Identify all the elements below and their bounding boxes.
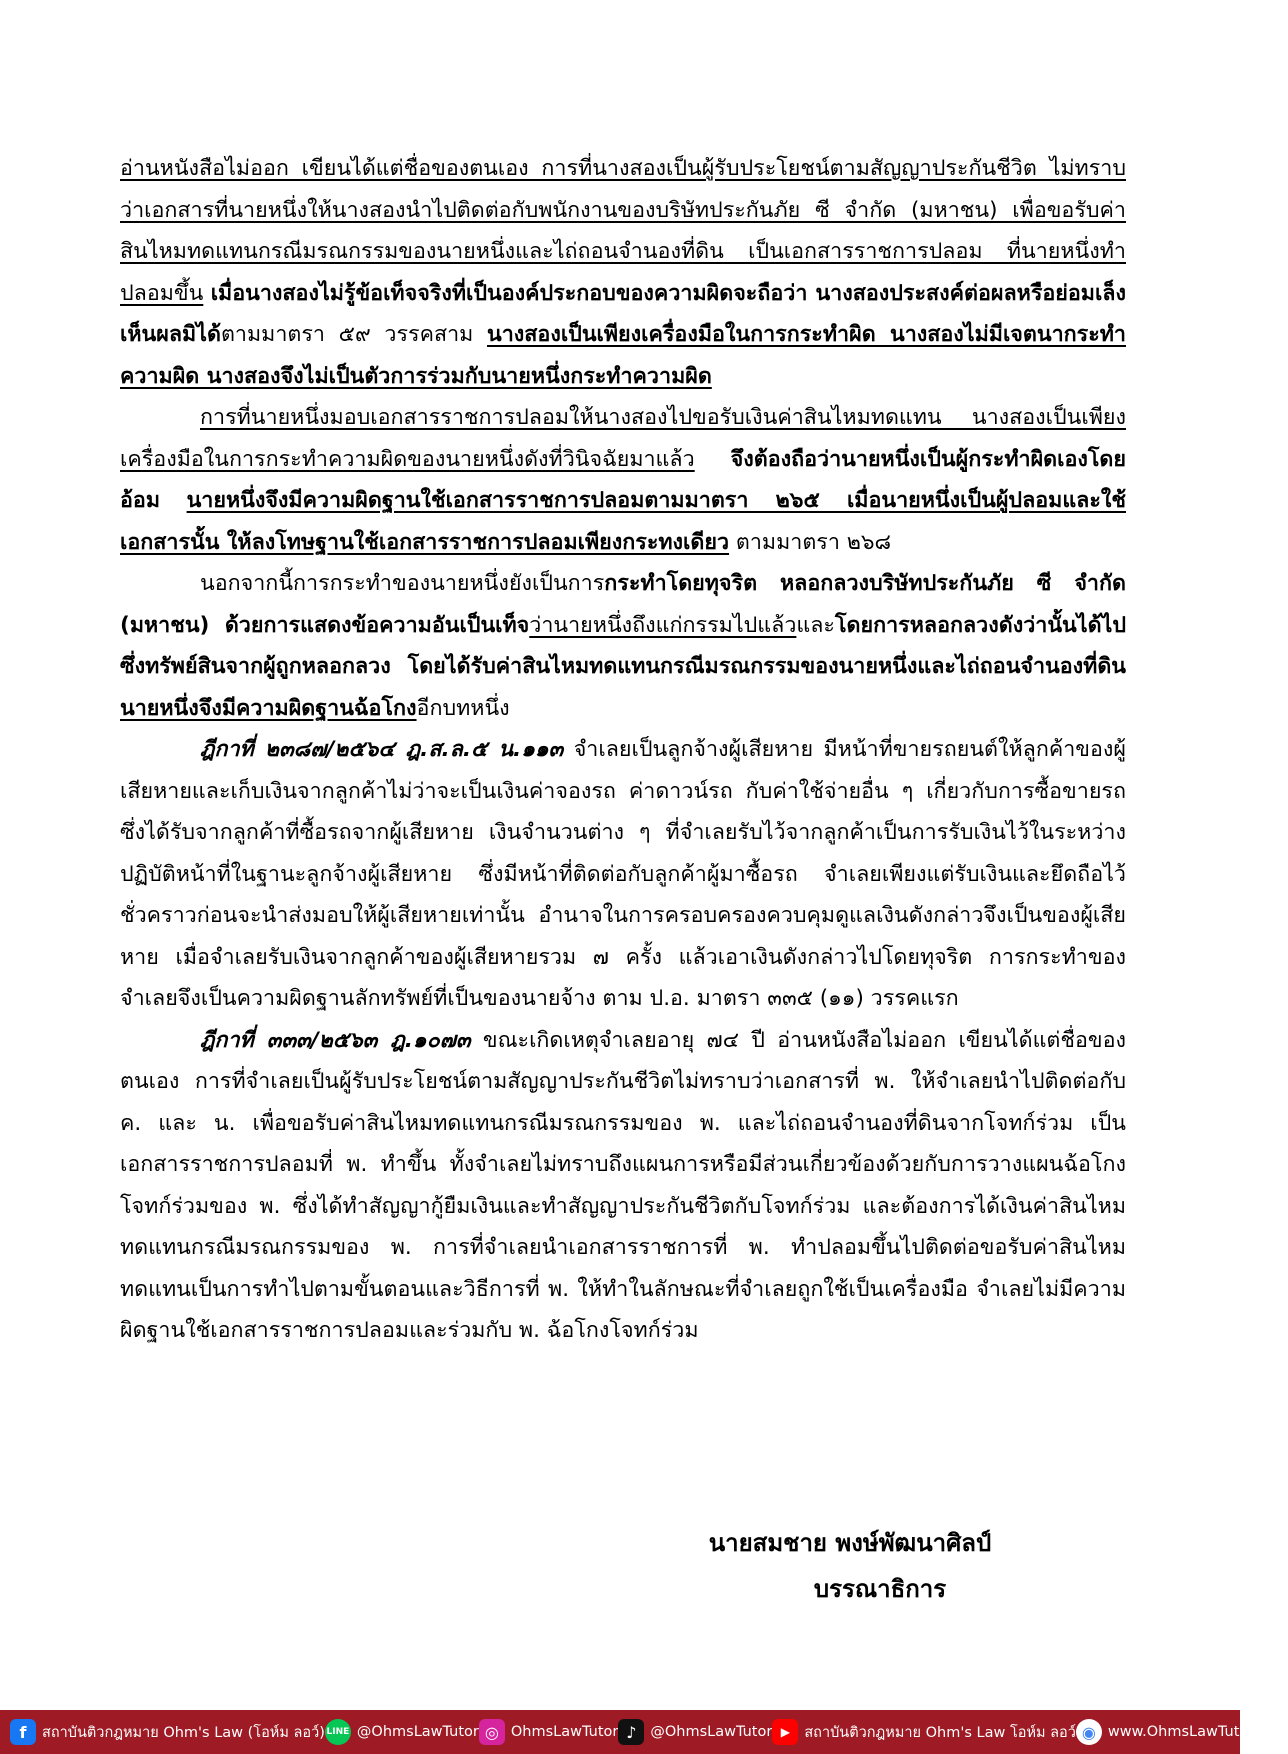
text-run: ตามมาตรา ๕๙ วรรคสาม — [220, 322, 488, 347]
paragraph-supreme-court-333-2563 — [120, 1020, 1126, 1352]
footer-link-instagram[interactable] — [479, 1719, 618, 1745]
text-run: จึงต้องถือว่านายหนึ่งเป็นผู้กระทำผิดเองโดยอ้อม — [120, 446, 1126, 513]
editor-name: นายสมชาย พงษ์พัฒนาศิลป์ — [708, 1529, 992, 1557]
footer-link-line[interactable] — [325, 1719, 479, 1745]
web-icon: ◉ — [1076, 1719, 1102, 1745]
footer-link-label: www.OhmsLawTutor.com — [1107, 1724, 1288, 1740]
text-run: อีกบทหนึ่ง — [416, 695, 510, 721]
text-run — [203, 281, 210, 306]
text-run — [695, 447, 731, 472]
text-run: ฎีกาที่ ๒๓๘๗/๒๕๖๔ ฎ.ส.ล.๕ น.๑๑๓ — [200, 737, 564, 762]
text-run — [160, 488, 187, 513]
instagram-icon: ◎ — [479, 1719, 505, 1745]
tiktok-icon: ♪ — [618, 1719, 644, 1745]
footer-link-label: @OhmsLawTutor — [356, 1724, 479, 1740]
text-run: นอกจากนี้การกระทำของนายหนึ่งยังเป็นการ — [200, 571, 605, 596]
text-run: กระทำโดยทุจริต หลอกลวงบริษัทประกันภัย ซี จำกัด (มหาชน) ด้วยการแสดงข้อความอันเป็นเท็จ — [120, 571, 1126, 638]
footer-link-label: @OhmsLawTutor — [650, 1724, 773, 1740]
text-run: นายหนึ่งจึงมีความผิดฐานฉ้อโกง — [120, 695, 417, 721]
text-run: ฎีกาที่ ๓๓๓/๒๕๖๓ ฎ.๑๐๗๓ — [200, 1027, 471, 1053]
paragraph-continuation — [120, 148, 1126, 397]
editor-title: บรรณาธิการ — [813, 1575, 947, 1603]
paragraph-indirect-perpetrator — [120, 397, 1126, 563]
line-icon: LINE — [325, 1719, 351, 1745]
text-run: ตามมาตรา ๒๖๘ — [729, 529, 892, 555]
text-run: อ่านหนังสือไม่ออก เขียนได้แต่ชื่อของตนเอง การที่นางสองเป็นผู้รับประโยชน์ตามสัญญาประกันชีวิต ไม่ทราบว่าเอกสารที่นายหนึ่งให้นางสองนำไปติดต่อกับพนักงานของบริษัทประกันภัย ซี จำกัด (มหาชน) เพื่อขอรับค่าสินไหมทดแทนกรณีมรณกรรมของนายหนึ่งและไถ่ถอนจำนองที่ดิน เป็นเอกสารราชการปลอม ที่นายหนึ่งทำปลอมขึ้น — [120, 156, 1126, 306]
social-footer — [0, 1710, 1288, 1754]
youtube-icon: ▶ — [772, 1719, 798, 1745]
text-run: และ — [796, 612, 835, 638]
footer-link-web[interactable] — [1076, 1719, 1288, 1745]
signature-block — [600, 1520, 1100, 1612]
text-run: นายหนึ่งจึงมีความผิดฐานใช้เอกสารราชการปลอมตามมาตรา ๒๖๕ เมื่อนายหนึ่งเป็นผู้ปลอมและใช้เอกสารนั้น ให้ลงโทษฐานใช้เอกสารราชการปลอมเพียงกระทงเดียว — [120, 488, 1126, 555]
text-run: เมื่อนางสองไม่รู้ข้อเท็จจริงที่เป็นองค์ประกอบของความผิดจะถือว่า นางสองประสงค์ต่อผลหรือย่อมเล็งเห็นผลมิได้ — [120, 280, 1126, 347]
facebook-icon: f — [10, 1719, 36, 1745]
footer-link-label: สถาบันติวกฎหมาย Ohm's Law (โอห์ม ลอว์) — [42, 1724, 325, 1741]
footer-link-facebook[interactable] — [10, 1719, 325, 1745]
text-run: ว่านายหนึ่งถึงแก่กรรมไปแล้ว — [529, 612, 797, 638]
paragraph-fraud — [120, 563, 1126, 729]
text-run: โดยการหลอกลวงดังว่านั้นได้ไปซึ่งทรัพย์สินจากผู้ถูกหลอกลวง โดยได้รับค่าสินไหมทดแทนกรณีมรณกรรมของนายหนึ่งและไถ่ถอนจำนองที่ดิน — [120, 612, 1126, 679]
footer-link-tiktok[interactable] — [618, 1719, 772, 1745]
footer-link-youtube[interactable] — [772, 1719, 1076, 1745]
text-run: จำเลยเป็นลูกจ้างผู้เสียหาย มีหน้าที่ขายรถยนต์ให้ลูกค้าของผู้เสียหายและเก็บเงินจากลูกค้าไม่ว่าจะเป็นเงินค่าจองรถ ค่าดาวน์รถ กับค่าใช้จ่ายอื่น ๆ เกี่ยวกับการซื้อขายรถซึ่งได้รับจากลูกค้าที่ซื้อรถจากผู้เสียหาย เงินจำนวนต่าง ๆ ที่จำเลยรับไว้จากลูกค้าเป็นการรับเงินไว้ในระหว่างปฏิบัติหน้าที่ในฐานะลูกจ้างผู้เสียหาย ซึ่งมีหน้าที่ติดต่อกับลูกค้าผู้มาซื้อรถ จำเลยเพียงแต่รับเงินและยึดถือไว้ชั่วคราวก่อนจะนำส่งมอบให้ผู้เสียหายเท่านั้น อำนาจในการครอบครองควบคุมดูแลเงินดังกล่าวจึงเป็นของผู้เสียหาย เมื่อจำเลยรับเงินจากลูกค้าของผู้เสียหายรวม ๗ ครั้ง แล้วเอาเงินดังกล่าวไปโดยทุจริต การกระทำของจำเลยจึงเป็นความผิดฐานลักทรัพย์ที่เป็นของนายจ้าง ตาม ป.อ. มาตรา ๓๓๕ (๑๑) วรรคแรก — [120, 737, 1127, 1011]
document-body — [120, 148, 1126, 1352]
text-run: ขณะเกิดเหตุจำเลยอายุ ๗๔ ปี อ่านหนังสือไม่ออก เขียนได้แต่ชื่อของตนเอง การที่จำเลยเป็นผู้รับประโยชน์ตามสัญญาประกันชีวิตไม่ทราบว่าเอกสารที่ พ. ให้จำเลยนำไปติดต่อกับ ค. และ น. เพื่อขอรับค่าสินไหมทดแทนกรณีมรณกรรมของ พ. และไถ่ถอนจำนองที่ดินจากโจทก์ร่วม เป็นเอกสารราชการปลอมที่ พ. ทำขึ้น ทั้งจำเลยไม่ทราบถึงแผนการหรือมีส่วนเกี่ยวข้องด้วยกับการวางแผนฉ้อโกงโจทก์ร่วมของ พ. ซึ่งได้ทำสัญญากู้ยืมเงินและทำสัญญาประกันชีวิตกับโจทก์ร่วม และต้องการได้เงินค่าสินไหมทดแทนกรณีมรณกรรมของ พ. การที่จำเลยนำเอกสารราชการที่ พ. ทำปลอมขึ้นไปติดต่อขอรับค่าสินไหมทดแทนเป็นการทำไปตามขั้นตอนและวิธีการที่ พ. ให้ทำในลักษณะที่จำเลยถูกใช้เป็นเครื่องมือ จำเลยไม่มีความผิดฐานใช้เอกสารราชการปลอมและร่วมกับ พ. ฉ้อโกงโจทก์ร่วม — [120, 1027, 1126, 1343]
paragraph-supreme-court-2387-2564 — [120, 729, 1126, 1020]
footer-link-label: OhmsLawTutor — [510, 1724, 619, 1740]
text-run: การที่นายหนึ่งมอบเอกสารราชการปลอมให้นางสองไปขอรับเงินค่าสินไหมทดแทน นางสองเป็นเพียงเครื่องมือในการกระทำความผิดของนายหนึ่งดังที่วินิจฉัยมาแล้ว — [120, 405, 1126, 472]
text-run: นางสองเป็นเพียงเครื่องมือในการกระทำผิด นางสองไม่มีเจตนากระทำความผิด นางสองจึงไม่เป็นตัวการร่วมกับนายหนึ่งกระทำความผิด — [120, 322, 1126, 389]
footer-link-label: สถาบันติวกฎหมาย Ohm's Law โอห์ม ลอว์ — [804, 1724, 1076, 1741]
